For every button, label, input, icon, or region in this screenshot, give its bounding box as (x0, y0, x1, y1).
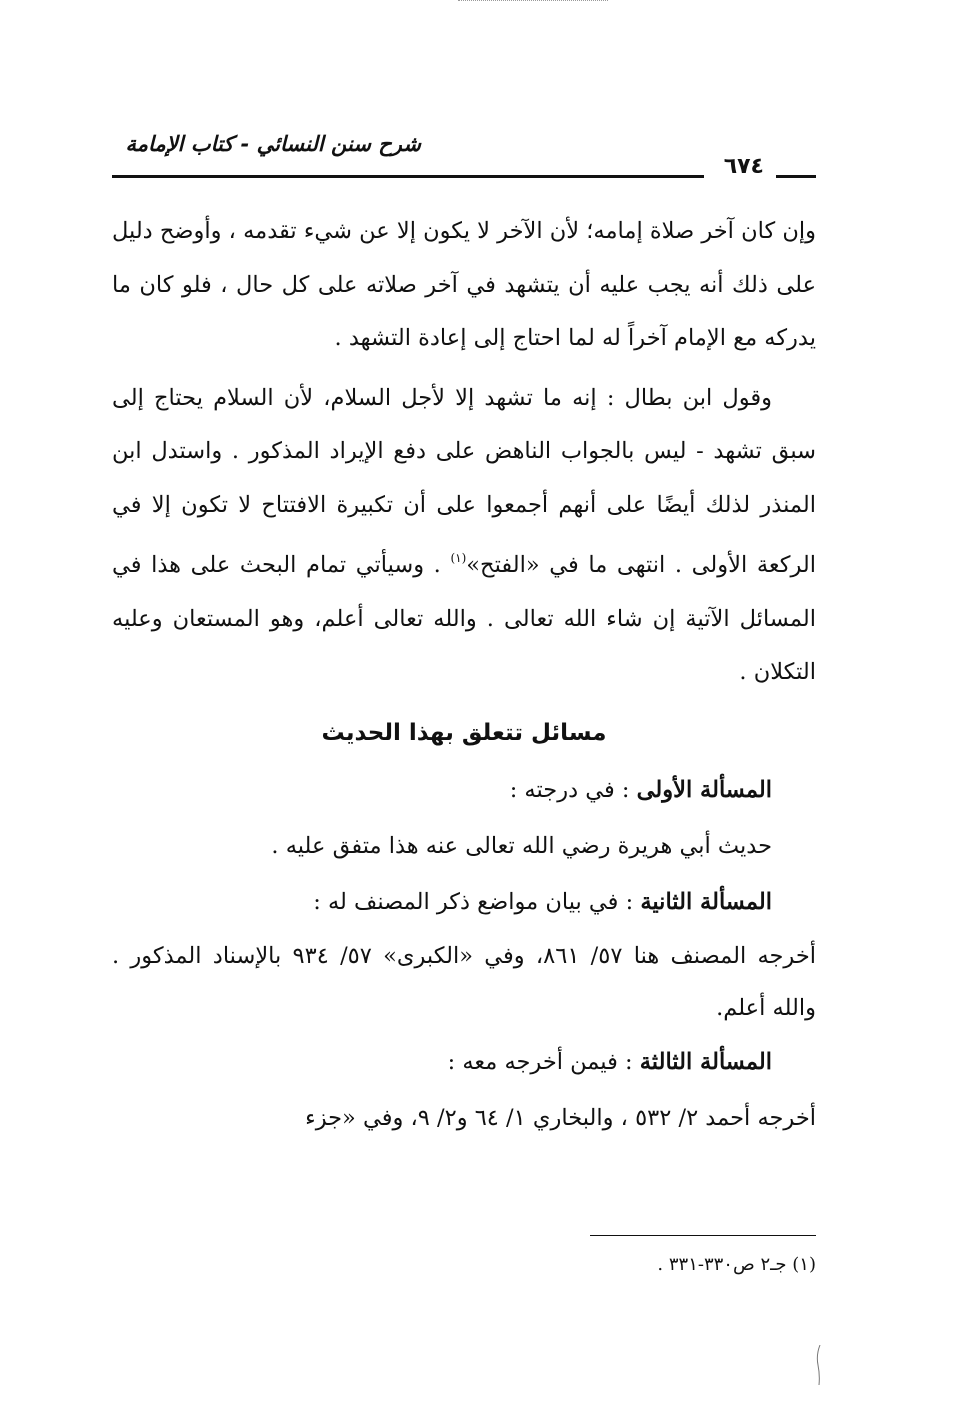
paragraph-2-continuation: . وسيأتي تمام البحث على هذا في المسائل الآتية إن شاء الله تعالى . والله تعالى أعلم، وهو المستعان وعليه التكلان . (112, 552, 816, 685)
page-header (112, 128, 816, 180)
running-title: شرح سنن النسائي - كتاب الإمامة (125, 132, 421, 156)
issue-text: أخرجه أحمد ٢/ ٥٣٢ ، والبخاري ١/ ٦٤ و٢/ ٩، وفي «جزء (305, 1104, 816, 1131)
issue-label: المسألة الأولى (636, 776, 772, 803)
paragraph-2 (112, 372, 816, 700)
footnote-rule (590, 1235, 816, 1236)
paragraph-1: وإن كان آخر صلاة إمامه؛ لأن الآخر لا يكون إلا عن شيء تقدمه ، وأوضح دليل على ذلك أنه يجب عليه أن يتشهد في آخر صلاته على كل حال ، فلو كان ما يدركه مع الإمام آخراً له لما احتاج إلى إعادة التشهد . (112, 218, 816, 351)
paragraph-2-text: وقول ابن بطال : إنه ما تشهد إلا لأجل السلام، لأن السلام يحتاج إلى سبق تشهد - ليس بالجواب الناهض على دفع الإيراد المذكور . واستدل ابن المنذر لذلك أيضًا على أنهم أجمعوا على أن تكبيرة الافتتاح لا تكون إلا في الركعة الأولى . انتهى ما في «الفتح» (112, 384, 816, 578)
issue-text: حديث أبي هريرة رضي الله تعالى عنه هذا متفق عليه . (271, 832, 772, 859)
page-number: ٦٧٤ (723, 154, 764, 179)
issue-1-body (112, 818, 816, 874)
issue-2-heading (112, 874, 816, 930)
issue-3-body (112, 1090, 816, 1146)
issue-text: : في درجته : (509, 776, 637, 803)
issue-1-heading (112, 762, 816, 818)
footnote: (١) جـ٢ ص٣٣٠-٣٣١ . (657, 1254, 816, 1275)
issue-text: : فيمن أخرجه معه : (447, 1048, 640, 1075)
header-rule (112, 175, 704, 178)
issue-label: المسألة الثالثة (639, 1048, 772, 1075)
section-heading: مسائل تتعلق بهذا الحديث (321, 719, 607, 746)
header-rule-short (776, 175, 816, 178)
issue-label: المسألة الثانية (640, 888, 772, 915)
issue-text: : في بيان مواضع ذكر المصنف له : (313, 888, 641, 915)
scan-top-mark (458, 0, 608, 1)
page-body (112, 205, 816, 1146)
issue-2-body: أخرجه المصنف هنا ٥٧/ ٨٦١، وفي «الكبرى» ٥٧/ ٩٣٤ بالإسناد المذكور . والله أعلم. (112, 942, 817, 1021)
footnote-reference: (١) (450, 551, 467, 565)
issue-3-heading (112, 1034, 816, 1090)
scan-edge-mark (816, 1345, 822, 1385)
